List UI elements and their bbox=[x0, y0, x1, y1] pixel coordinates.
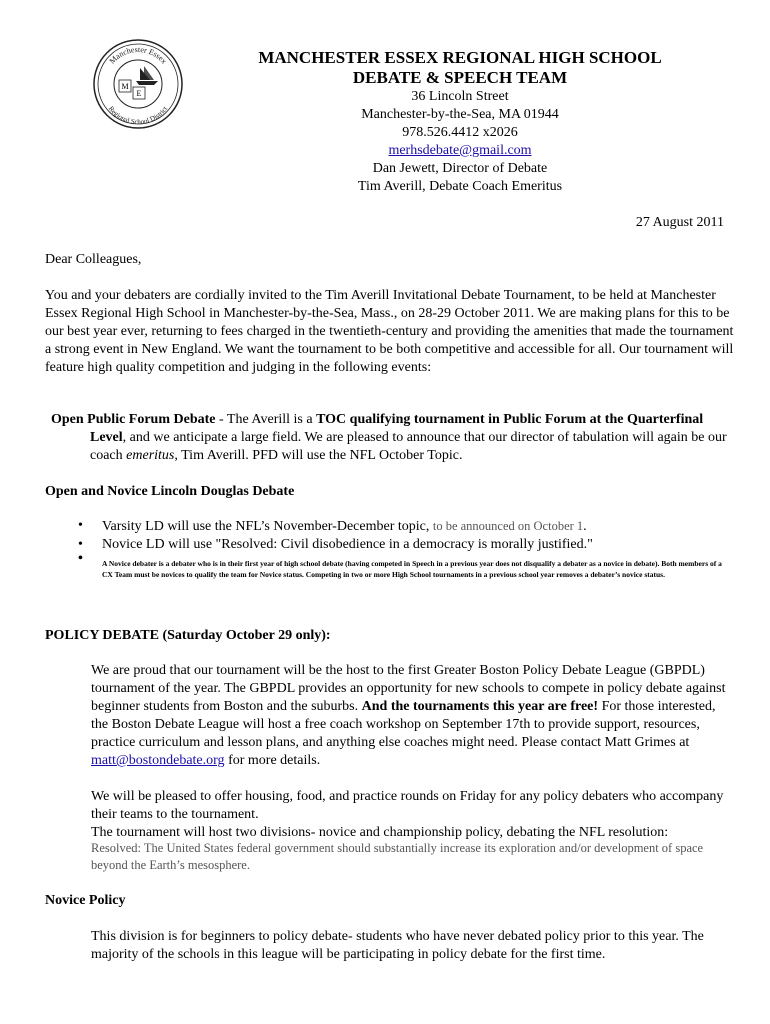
letter-date: 27 August 2011 bbox=[635, 215, 724, 230]
school-name: MANCHESTER ESSEX REGIONAL HIGH SCHOOL bbox=[258, 48, 662, 67]
ld-varsity-end: . bbox=[583, 519, 587, 534]
ld-heading: Open and Novice Lincoln Douglas Debate bbox=[45, 484, 295, 499]
seal-letter-m: M bbox=[121, 82, 129, 91]
email-link[interactable]: merhsdebate@gmail.com bbox=[388, 143, 532, 158]
policy-paragraph-1 bbox=[91, 662, 731, 770]
policy-heading: POLICY DEBATE (Saturday October 29 only): bbox=[45, 628, 331, 643]
coach-line: Tim Averill, Debate Coach Emeritus bbox=[357, 179, 563, 194]
policy-text-c: for more details. bbox=[224, 753, 321, 768]
school-seal bbox=[92, 38, 184, 130]
seal-bottom-text: Regional School District bbox=[106, 104, 170, 127]
pf-section bbox=[45, 411, 738, 465]
seal-letter-e: E bbox=[136, 89, 142, 98]
svg-text:Manchester Essex bbox=[108, 45, 169, 66]
bullet-icon: • bbox=[78, 537, 83, 552]
matt-email-link[interactable]: matt@bostondebate.org bbox=[91, 753, 225, 768]
city-address: Manchester-by-the-Sea, MA 01944 bbox=[361, 107, 559, 122]
novice-paragraph: This division is for beginners to policy debate- students who have never debated policy prior to this year. The majority of the schools in this league will be participating in policy debate for the first time. bbox=[91, 929, 704, 962]
ld-varsity-date: to be announced on October 1 bbox=[432, 519, 584, 533]
ld-novice-text: Novice LD will use "Resolved: Civil disobedience in a democracy is morally justified." bbox=[102, 537, 593, 552]
novice-heading: Novice Policy bbox=[45, 893, 126, 908]
ship-icon bbox=[136, 66, 158, 85]
policy-text-b: For those interested, the Boston Debate League will host a free coach workshop on September 17th to provide support, resources, practice curriculum and lesson plans, and anything else coaches might need. Please contact Matt Grimes at bbox=[91, 699, 716, 750]
policy-paragraph-2: We will be pleased to offer housing, food, and practice rounds on Friday for any policy debaters who accompany their teams to the tournament. bbox=[91, 789, 724, 822]
policy-paragraph-3: The tournament will host two divisions- novice and championship policy, debating the NFL resolution: bbox=[91, 825, 669, 840]
list-item bbox=[76, 517, 726, 536]
street-address: 36 Lincoln Street bbox=[411, 89, 509, 104]
intro-paragraph: You and your debaters are cordially invited to the Tim Averill Invitational Debate Tournament, to be held at Manchester Essex Regional High School in Manchester-by-the-Sea, Mass., on 28-29 October 2011. We are making plans for this to be our best year ever, returning to fees charged in the twentieth-century and providing the amenities that made the tournament a strong event in New England. We want the tournament to be both competitive and accessible for all. Our tournament will feature high quality competition and judging in the following events: bbox=[45, 288, 734, 375]
pf-toc-bold: TOC qualifying tournament in Public Forum at the Quarterfinal Level bbox=[90, 412, 704, 445]
policy-resolution: Resolved: The United States federal government should substantially increase its exploration and/or development of space beyond the Earth’s mesosphere. bbox=[91, 841, 704, 872]
pf-emeritus: emeritus bbox=[126, 448, 175, 463]
novice-definition: A Novice debater is a debater who is in their first year of high school debate (having competed in Speech in a previous year does not disqualify a debater as a novice in debate). Both members of a CX Team must be novices to qualify the team for Novice status. Competing in two or more High School tournaments in a previous school year removes a debater’s novice status. bbox=[102, 559, 722, 579]
pf-text-2: , and we anticipate a large field. We are pleased to announce that our director of tabulation will again be our coach bbox=[90, 430, 727, 463]
bullet-icon: • bbox=[78, 551, 83, 566]
pf-title: Open Public Forum Debate bbox=[51, 412, 216, 427]
director-line: Dan Jewett, Director of Debate bbox=[372, 161, 548, 176]
bullet-icon: • bbox=[78, 518, 83, 533]
policy-free-bold: And the tournaments this year are free! bbox=[361, 699, 599, 714]
policy-text-a: We are proud that our tournament will be the host to the first Greater Boston Policy Debate League (GBPDL) tournament of the year. The GBPDL provides an opportunity for new schools to compete in policy debate against beginner students from Boston and the suburbs. bbox=[91, 663, 726, 714]
ld-varsity-text: Varsity LD will use the NFL’s November-December topic, bbox=[102, 519, 433, 534]
pf-text-3: , Tim Averill. PFD will use the NFL October Topic. bbox=[174, 448, 463, 463]
salutation: Dear Colleagues, bbox=[45, 252, 142, 267]
seal-top-text: Manchester Essex bbox=[107, 44, 169, 66]
pf-text-1: - The Averill is a bbox=[215, 412, 317, 427]
ld-list bbox=[76, 517, 726, 580]
list-item bbox=[76, 536, 726, 554]
letterhead bbox=[200, 48, 720, 196]
team-name: DEBATE & SPEECH TEAM bbox=[352, 68, 568, 87]
phone-number: 978.526.4412 x2026 bbox=[402, 125, 518, 140]
list-item bbox=[76, 551, 726, 580]
